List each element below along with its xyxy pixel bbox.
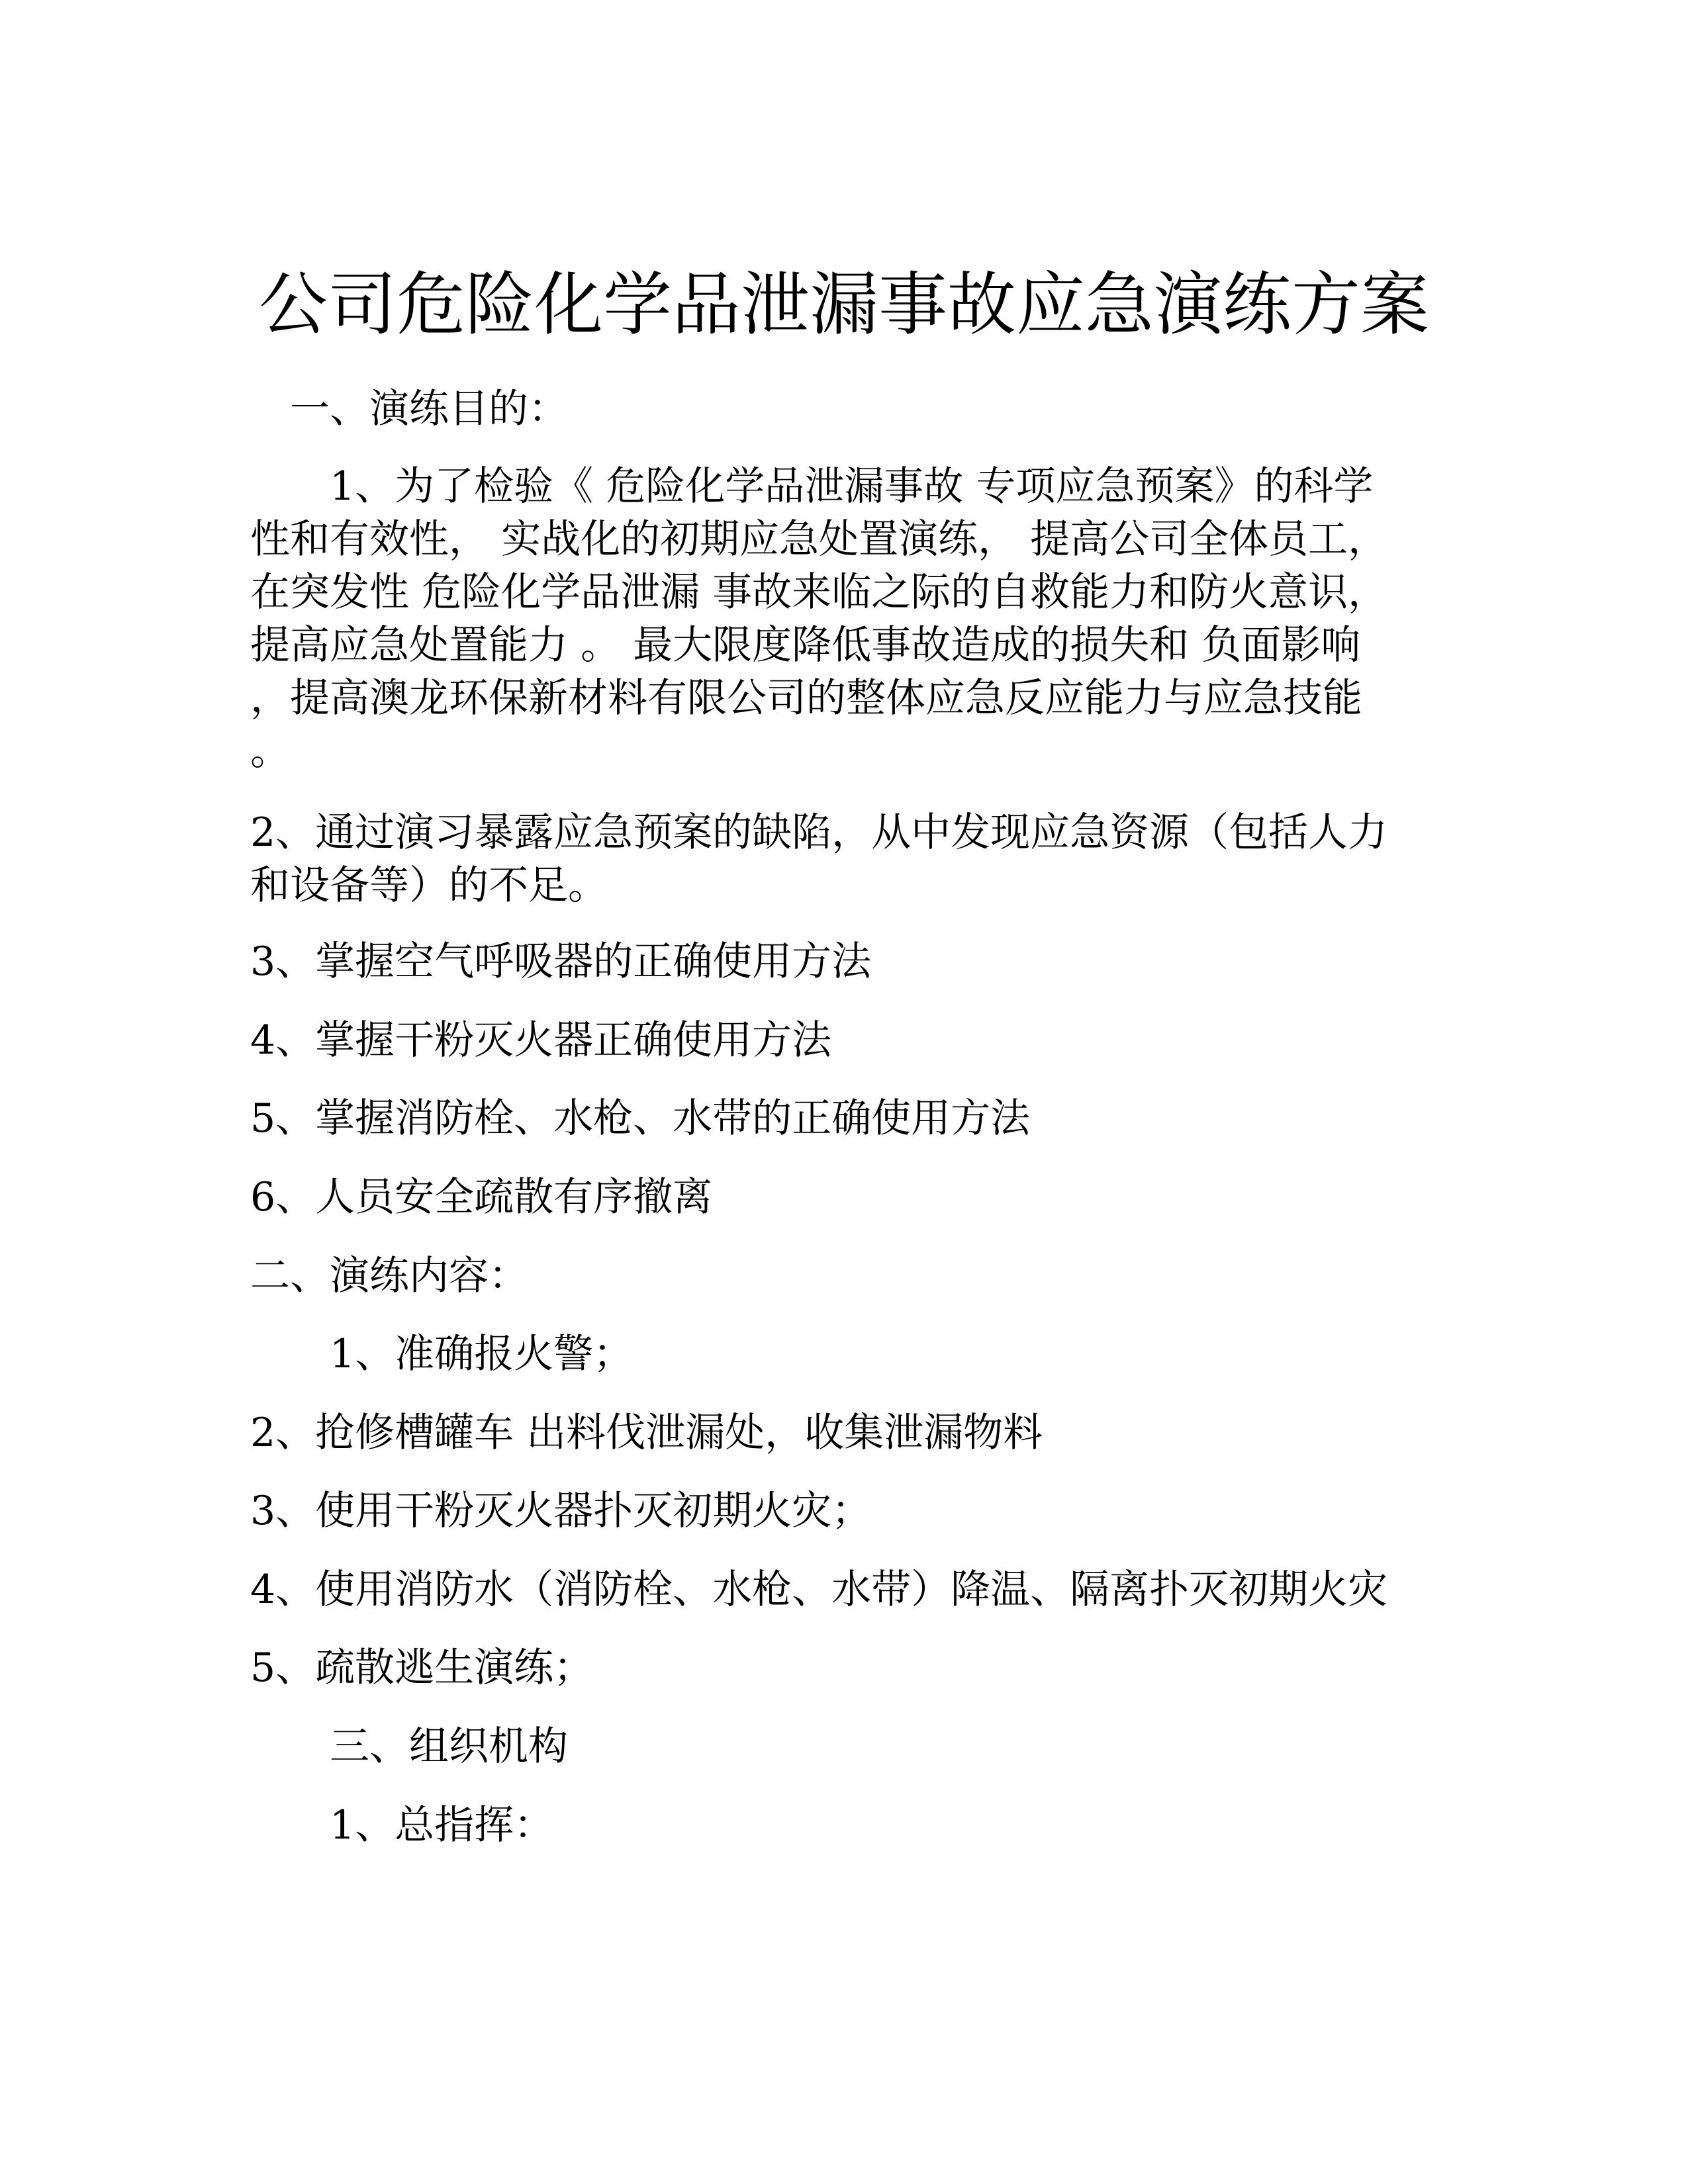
purpose-item-4: 4、掌握干粉灭火器正确使用方法 [250, 1017, 832, 1064]
purpose-item-2 [250, 806, 1435, 912]
content-item-3: 3、使用干粉灭火器扑灭初期火灾； [250, 1488, 872, 1534]
section-heading-purpose: 一、演练目的： [290, 386, 568, 432]
purpose-item-2-line: 和设备等）的不足。 [250, 862, 608, 909]
purpose-item-1-line: 性和有效性， 实战化的初期应急处置演练， 提高公司全体员工， [250, 516, 1388, 563]
purpose-item-1 [250, 460, 1435, 778]
purpose-item-1-line: ，提高澳龙环保新材料有限公司的整体应急反应能力与应急技能 [250, 675, 1362, 721]
organization-item-1: 1、总指挥： [330, 1802, 554, 1848]
content-item-5: 5、疏散逃生演练； [250, 1645, 594, 1691]
content-item-2: 2、抢修槽罐车 出料伐泄漏处，收集泄漏物料 [250, 1410, 1043, 1456]
content-item-1: 1、准确报火警； [330, 1331, 633, 1377]
content-item-4: 4、使用消防水（消防栓、水枪、水带）降温、隔离扑灭初期火灾 [250, 1567, 1388, 1613]
purpose-item-1-line: 在突发性 危险化学品泄漏 事故来临之际的自救能力和防火意识， [250, 569, 1388, 615]
purpose-item-5: 5、掌握消防栓、水枪、水带的正确使用方法 [250, 1095, 1031, 1142]
purpose-item-1-line: 提高应急处置能力 。 最大限度降低事故造成的损失和 负面影响 [250, 622, 1361, 668]
section-heading-organization: 三、组织机构 [330, 1723, 568, 1770]
purpose-item-3: 3、掌握空气呼吸器的正确使用方法 [250, 938, 872, 985]
purpose-item-1-line: 。 [250, 728, 290, 774]
purpose-item-6: 6、人员安全疏散有序撤离 [250, 1174, 713, 1220]
purpose-item-1-line: 1、为了检验《 危险化学品泄漏事故 专项应急预案》的科学 [330, 463, 1374, 510]
document-title: 公司危险化学品泄漏事故应急演练方案 [258, 264, 1429, 345]
section-heading-content: 二、演练内容： [250, 1253, 528, 1299]
purpose-item-2-line: 2、通过演习暴露应急预案的缺陷，从中发现应急资源（包括人力 [250, 809, 1388, 856]
